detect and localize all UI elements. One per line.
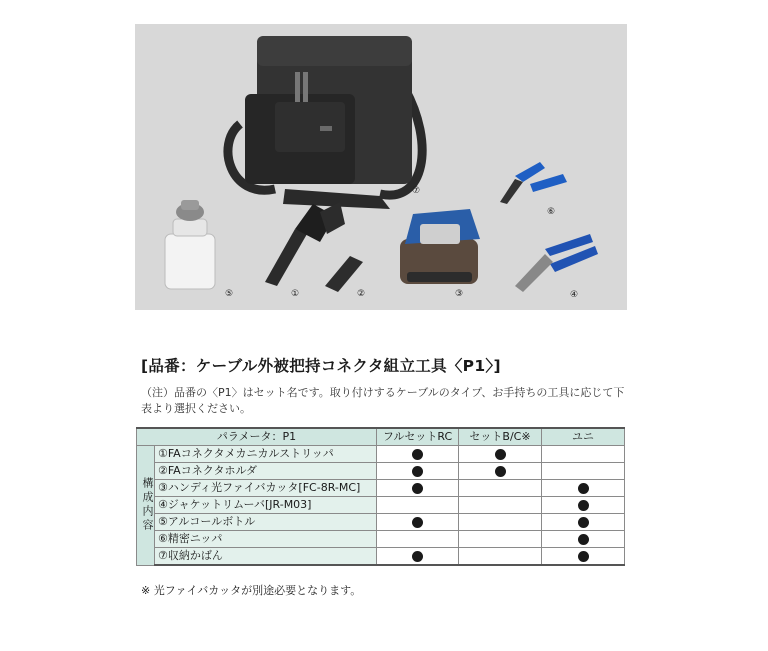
item-name: ②FAコネクタホルダ — [155, 463, 377, 480]
label-3: ③ — [455, 289, 464, 299]
mark-cell — [542, 463, 625, 480]
table-header-row — [137, 428, 625, 446]
mechanical-stripper-image — [265, 202, 345, 286]
product-photo — [135, 24, 627, 310]
mark-cell — [542, 514, 625, 531]
table-row — [137, 548, 625, 566]
included-dot-icon — [578, 500, 589, 511]
mark-cell — [377, 446, 459, 463]
mark-cell — [459, 497, 542, 514]
label-2: ② — [357, 289, 366, 299]
mark-cell — [542, 497, 625, 514]
col-set-bc: セットB/C※ — [459, 428, 542, 446]
table-row — [137, 463, 625, 480]
included-dot-icon — [412, 551, 423, 562]
component-table — [136, 427, 625, 566]
group-label — [137, 446, 155, 566]
label-1: ① — [291, 289, 300, 299]
item-name: ⑤アルコールボトル — [155, 514, 377, 531]
mark-cell — [459, 548, 542, 566]
mark-cell — [542, 548, 625, 566]
mark-cell — [542, 446, 625, 463]
included-dot-icon — [412, 466, 423, 477]
included-dot-icon — [578, 517, 589, 528]
param-header: パラメータ：P1 — [137, 428, 377, 446]
mark-cell — [459, 531, 542, 548]
label-4: ④ — [570, 290, 579, 300]
mark-cell — [459, 446, 542, 463]
mark-cell — [377, 497, 459, 514]
included-dot-icon — [578, 534, 589, 545]
footnote: ※ 光ファイバカッタが別途必要となります。 — [141, 584, 362, 597]
included-dot-icon — [412, 517, 423, 528]
mark-cell — [542, 480, 625, 497]
group-label-text: 構成内容 — [141, 477, 154, 534]
item-name: ④ジャケットリムーバ[JR-M03] — [155, 497, 377, 514]
included-dot-icon — [495, 449, 506, 460]
mark-cell — [377, 548, 459, 566]
mark-cell — [542, 531, 625, 548]
alcohol-bottle-image — [165, 200, 215, 289]
connector-holder-image — [325, 256, 363, 292]
table-row — [137, 497, 625, 514]
precision-nippers-image — [500, 162, 567, 204]
section-heading: [品番：ケーブル外被把持コネクタ組立工具〈P1〉] — [141, 357, 501, 375]
mark-cell — [377, 463, 459, 480]
item-name: ③ハンディ光ファイバカッタ[FC-8R-MC] — [155, 480, 377, 497]
label-5: ⑤ — [225, 289, 234, 299]
item-name: ⑦収納かばん — [155, 548, 377, 566]
table-row — [137, 446, 625, 463]
table-row — [137, 514, 625, 531]
mark-cell — [377, 480, 459, 497]
item-name: ①FAコネクタメカニカルストリッパ — [155, 446, 377, 463]
mark-cell — [459, 463, 542, 480]
included-dot-icon — [412, 483, 423, 494]
mark-cell — [459, 480, 542, 497]
jacket-remover-image — [515, 234, 598, 292]
label-6: ⑥ — [547, 207, 556, 217]
included-dot-icon — [412, 449, 423, 460]
mark-cell — [377, 531, 459, 548]
included-dot-icon — [578, 551, 589, 562]
selection-note: （注）品番の〈P1〉はセット名です。取り付けするケーブルのタイプ、お手持ちの工具に応じて下表より選択ください。 — [141, 386, 625, 415]
included-dot-icon — [495, 466, 506, 477]
mark-cell — [377, 514, 459, 531]
storage-bag-image — [228, 36, 422, 209]
included-dot-icon — [578, 483, 589, 494]
fiber-cutter-image — [400, 209, 480, 284]
col-uni: ユニ — [542, 428, 625, 446]
col-full-set-rc: フルセットRC — [377, 428, 459, 446]
item-name: ⑥精密ニッパ — [155, 531, 377, 548]
label-7: ⑦ — [412, 186, 421, 196]
table-row — [137, 531, 625, 548]
mark-cell — [459, 514, 542, 531]
table-row — [137, 480, 625, 497]
